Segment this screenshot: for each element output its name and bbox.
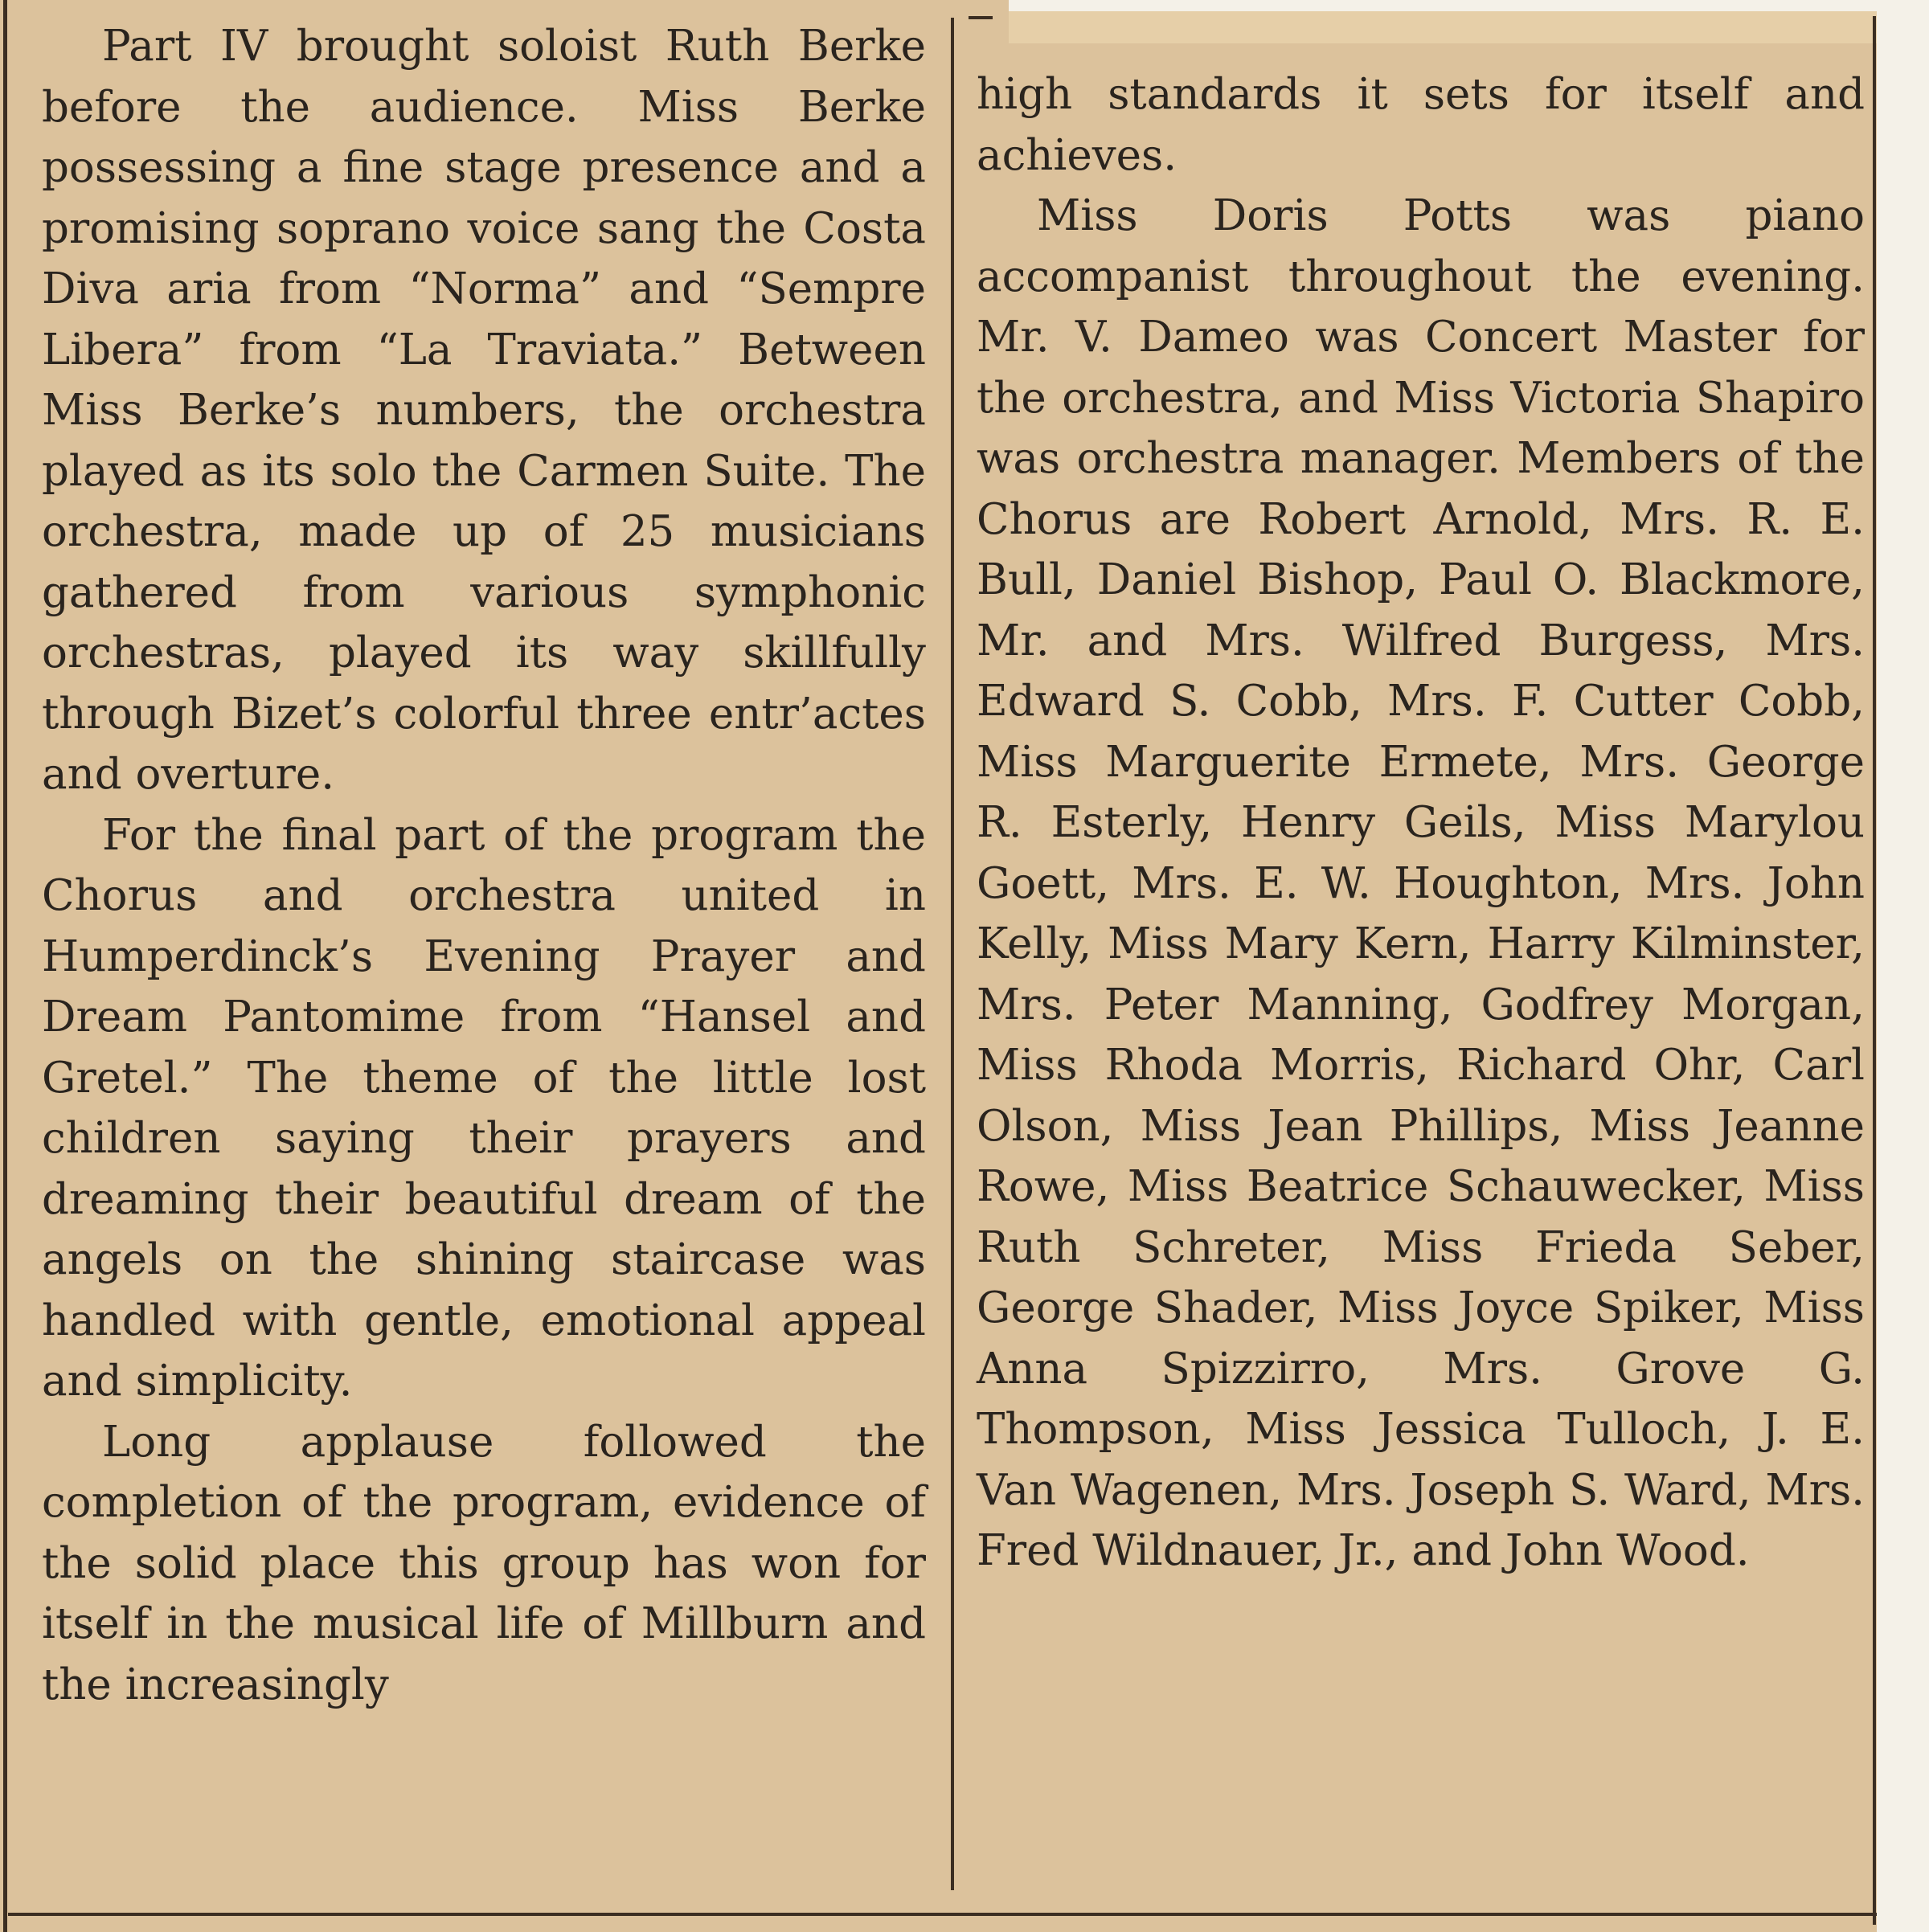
right-column-rule bbox=[1873, 16, 1876, 1925]
bottom-rule bbox=[8, 1913, 1877, 1916]
paragraph-part-iv: Part IV brought soloist Ruth Berke before the audience. Miss Berke possessing a fine stage presence and a promising soprano voice sang the Costa Diva aria from “Norma” and “Sempre Libera” from “La Traviata.” Between Miss Berke’s numbers, the orchestra played as its solo the Carmen Suite. The orchestra, made up of 25 musicians gathered from various symphonic orchestras, played its way skillfully through Bizet’s colorful three entr’actes and overture. bbox=[42, 22, 926, 799]
torn-top-edge bbox=[1009, 0, 1929, 11]
paragraph-continuation: high standards it sets for itself and achieves. bbox=[977, 70, 1865, 180]
paragraph-final-part: For the final part of the program the Chorus and orchestra united in Humperdinck’s Evening Prayer and Dream Pantomime from “Hansel and Gretel.” The theme of the little lost children saying their prayers and dreaming their beautiful dream of the angels on the shining staircase was handled with gentle, emotional appeal and simplicity. bbox=[42, 810, 926, 1406]
paragraph-applause: Long applause followed the completion of the program, evidence of the solid place this group has won for itself in the musical life of Millburn and the increasingly bbox=[42, 1417, 926, 1709]
right-text-column bbox=[977, 64, 1865, 1582]
scan-background-right bbox=[1877, 0, 1929, 1932]
left-text-column bbox=[42, 16, 926, 1715]
column-rule-tick bbox=[969, 16, 993, 19]
torn-paper-flap bbox=[1009, 11, 1925, 43]
left-column-rule bbox=[3, 0, 7, 1932]
paragraph-chorus-members: Miss Doris Potts was piano accompanist throughout the evening. Mr. V. Dameo was Concert Master for the orchestra, and Miss Victoria Shapiro was orchestra manager. Members of the Chorus are Robert Arnold, Mrs. R. E. Bull, Daniel Bishop, Paul O. Blackmore, Mr. and Mrs. Wilfred Burgess, Mrs. Edward S. Cobb, Mrs. F. Cutter Cobb, Miss Marguerite Ermete, Mrs. George R. Esterly, Henry Geils, Miss Marylou Goett, Mrs. E. W. Houghton, Mrs. John Kelly, Miss Mary Kern, Harry Kilminster, Mrs. Peter Manning, Godfrey Morgan, Miss Rhoda Morris, Richard Ohr, Carl Olson, Miss Jean Phillips, Miss Jeanne Rowe, Miss Beatrice Schauwecker, Miss Ruth Schreter, Miss Frieda Seber, George Shader, Miss Joyce Spiker, Miss Anna Spizzirro, Mrs. Grove G. Thompson, Miss Jessica Tulloch, J. E. Van Wagenen, Mrs. Joseph S. Ward, Mrs. Fred Wildnauer, Jr., and John Wood. bbox=[977, 191, 1865, 1575]
center-column-rule bbox=[951, 18, 954, 1890]
